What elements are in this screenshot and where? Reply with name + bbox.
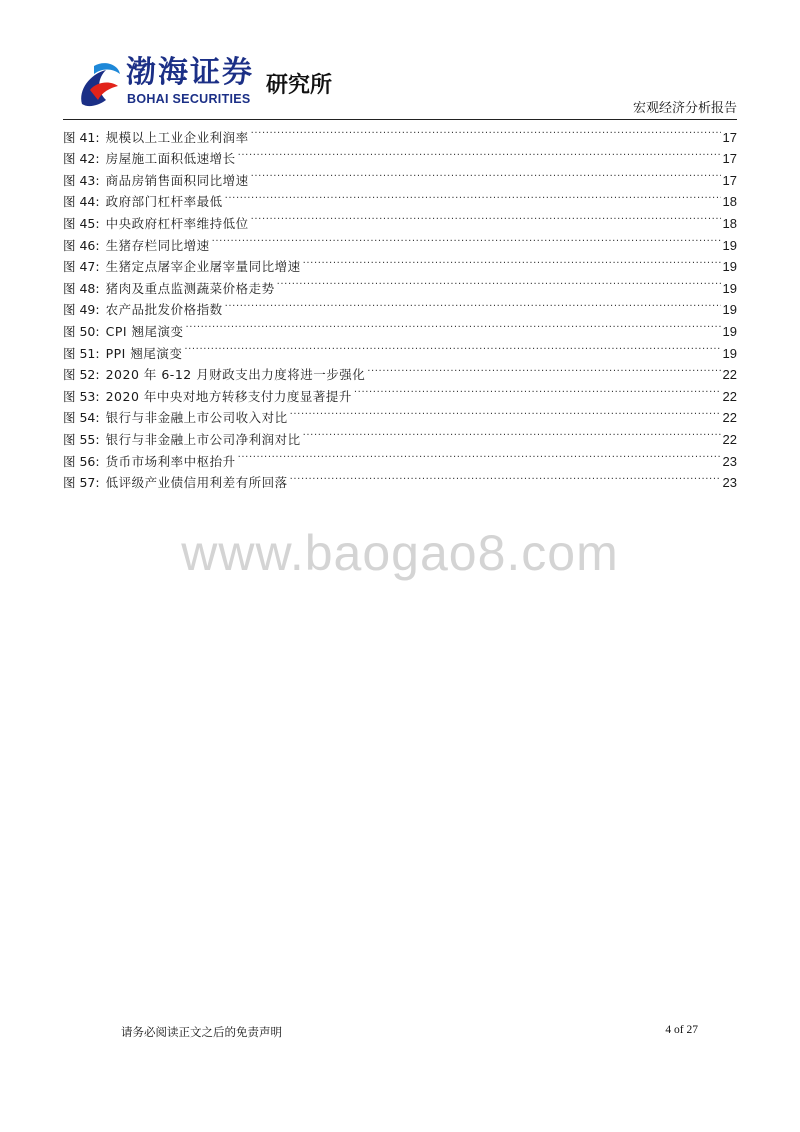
toc-figure-number: 图 57: <box>63 475 100 491</box>
toc-figure-number: 图 41: <box>63 129 100 145</box>
logo-chinese-name: 渤海证券 <box>126 55 254 90</box>
toc-figure-number: 图 51: <box>63 345 100 361</box>
toc-page-number: 22 <box>722 410 737 426</box>
toc-page-number: 18 <box>722 215 737 231</box>
toc-figure-title: 低评级产业债信用利差有所回落 <box>105 475 288 491</box>
toc-page-number: 23 <box>722 475 737 491</box>
toc-figure-number: 图 46: <box>63 237 100 253</box>
toc-page-number: 19 <box>722 345 737 361</box>
toc-figure-title: 货币市场利率中枢抬升 <box>105 453 236 469</box>
toc-leader-dots <box>354 379 721 401</box>
toc-figure-number: 图 45: <box>63 215 100 231</box>
toc-figure-number: 图 42: <box>63 151 100 167</box>
toc-leader-dots <box>225 185 721 207</box>
toc-page-number: 19 <box>722 259 737 275</box>
toc-figure-title: 农产品批发价格指数 <box>105 302 223 318</box>
toc-leader-dots <box>184 336 720 358</box>
toc-figure-number: 图 49: <box>63 302 100 318</box>
toc-leader-dots <box>277 271 721 293</box>
toc-leader-dots <box>290 401 721 423</box>
toc-figure-title: PPI 翘尾演变 <box>105 345 183 361</box>
toc-leader-dots <box>225 293 721 315</box>
toc-page-number: 22 <box>722 431 737 447</box>
toc-figure-title: 2020 年中央对地方转移支付力度显著提升 <box>105 388 352 404</box>
toc-page-number: 17 <box>722 172 737 188</box>
institute-name: 研究所 <box>266 73 333 98</box>
toc-entry[interactable] <box>63 120 737 145</box>
toc-page-number: 19 <box>722 323 737 339</box>
toc-leader-dots <box>251 206 721 228</box>
toc-figure-number: 图 48: <box>63 280 100 296</box>
toc-figure-title: 商品房销售面积同比增速 <box>105 172 249 188</box>
toc-figure-number: 图 54: <box>63 410 100 426</box>
footer-disclaimer: 请务必阅读正文之后的免责声明 <box>121 1025 282 1039</box>
toc-leader-dots <box>303 250 721 272</box>
toc-leader-dots <box>367 358 720 380</box>
toc-figure-title: 银行与非金融上市公司收入对比 <box>105 410 288 426</box>
toc-page-number: 18 <box>722 194 737 210</box>
toc-leader-dots <box>303 422 721 444</box>
watermark: www.baogao8.com <box>181 525 619 581</box>
figure-table-of-contents <box>63 120 737 491</box>
logo-english-name: BOHAI SECURITIES <box>127 92 251 106</box>
toc-page-number: 19 <box>722 237 737 253</box>
report-type: 宏观经济分析报告 <box>632 101 737 116</box>
toc-figure-title: 规模以上工业企业利润率 <box>105 129 249 145</box>
toc-figure-title: CPI 翘尾演变 <box>105 323 184 339</box>
toc-figure-title: 2020 年 6-12 月财政支出力度将进一步强化 <box>105 367 366 383</box>
toc-figure-title: 猪肉及重点监测蔬菜价格走势 <box>105 280 275 296</box>
toc-figure-number: 图 56: <box>63 453 100 469</box>
toc-leader-dots <box>212 228 721 250</box>
toc-page-number: 17 <box>722 129 737 145</box>
toc-figure-title: 中央政府杠杆率维持低位 <box>105 215 249 231</box>
toc-leader-dots <box>238 444 721 466</box>
toc-leader-dots <box>251 163 721 185</box>
toc-figure-number: 图 52: <box>63 367 100 383</box>
toc-page-number: 19 <box>722 280 737 296</box>
toc-page-number: 22 <box>722 388 737 404</box>
bohai-logo-icon <box>76 60 122 110</box>
footer-page-indicator: 4 of 27 <box>665 1024 698 1036</box>
toc-leader-dots <box>290 466 721 488</box>
toc-page-number: 22 <box>722 367 737 383</box>
toc-leader-dots <box>238 142 721 164</box>
toc-figure-title: 银行与非金融上市公司净利润对比 <box>105 431 301 447</box>
toc-figure-number: 图 55: <box>63 431 100 447</box>
toc-figure-number: 图 44: <box>63 194 100 210</box>
toc-figure-number: 图 47: <box>63 259 100 275</box>
toc-figure-title: 政府部门杠杆率最低 <box>105 194 223 210</box>
toc-page-number: 17 <box>722 151 737 167</box>
toc-figure-title: 生猪定点屠宰企业屠宰量同比增速 <box>105 259 301 275</box>
toc-figure-number: 图 53: <box>63 388 100 404</box>
toc-leader-dots <box>186 314 721 336</box>
toc-figure-title: 生猪存栏同比增速 <box>105 237 210 253</box>
toc-page-number: 19 <box>722 302 737 318</box>
toc-figure-number: 图 43: <box>63 172 100 188</box>
toc-figure-number: 图 50: <box>63 323 100 339</box>
toc-leader-dots <box>251 120 721 142</box>
toc-page-number: 23 <box>722 453 737 469</box>
page-header <box>0 0 800 125</box>
toc-figure-title: 房屋施工面积低速增长 <box>105 151 236 167</box>
